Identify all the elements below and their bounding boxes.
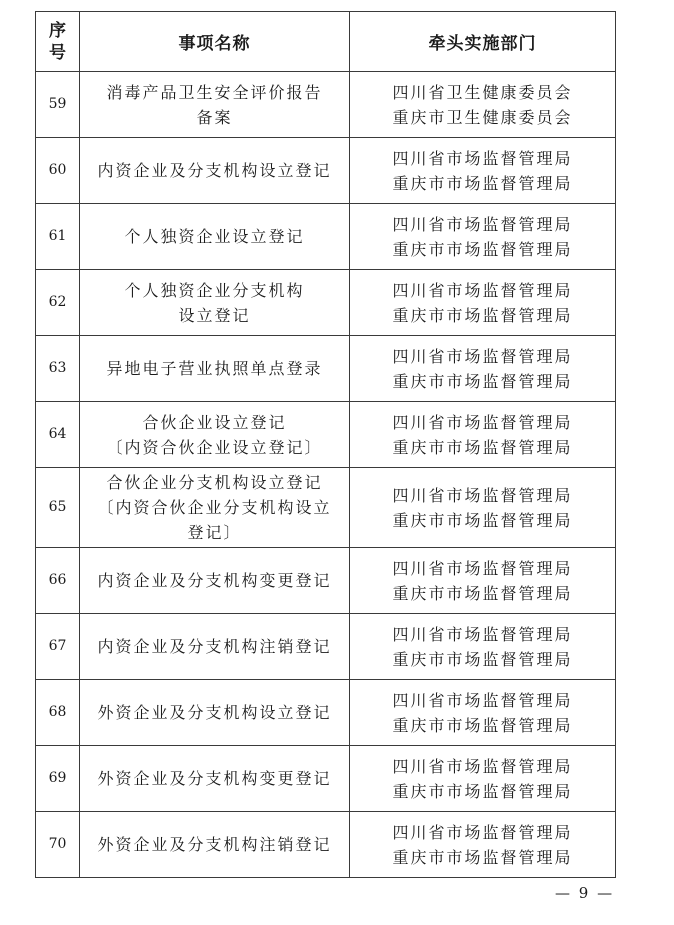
- table-header-row: [36, 12, 616, 72]
- serial-number-cell: 66: [36, 548, 80, 614]
- lead-department-line: 重庆市市场监督管理局: [392, 437, 573, 457]
- lead-department-line: 四川省市场监督管理局: [392, 756, 573, 776]
- item-name-line: 合伙企业分支机构设立登记: [106, 473, 323, 492]
- lead-department-line: 四川省市场监督管理局: [392, 485, 573, 505]
- lead-department-cell: [350, 72, 616, 138]
- items-table: [35, 11, 616, 878]
- header-lead-department: 牵头实施部门: [350, 12, 616, 72]
- item-name-line: 〔内资合伙企业设立登记〕: [106, 437, 323, 457]
- item-name-line: 登记〕: [187, 523, 242, 542]
- lead-department-line: 重庆市市场监督管理局: [392, 305, 573, 325]
- lead-department-cell: [350, 746, 616, 812]
- serial-number-cell: 61: [36, 204, 80, 270]
- lead-department-cell: [350, 336, 616, 402]
- item-name-cell: [80, 72, 350, 138]
- table-row: [36, 548, 616, 614]
- serial-number-cell: 64: [36, 402, 80, 468]
- lead-department-line: 四川省市场监督管理局: [392, 214, 573, 234]
- item-name-line: 外资企业及分支机构设立登记: [97, 703, 332, 722]
- lead-department-line: 重庆市市场监督管理局: [392, 715, 573, 735]
- lead-department-line: 四川省市场监督管理局: [392, 624, 573, 644]
- lead-department-line: 重庆市市场监督管理局: [392, 583, 573, 603]
- lead-department-line: 重庆市市场监督管理局: [392, 371, 573, 391]
- table-row: [36, 812, 616, 878]
- table-row: [36, 204, 616, 270]
- lead-department-line: 重庆市市场监督管理局: [392, 239, 573, 259]
- serial-number-cell: 62: [36, 270, 80, 336]
- item-name-cell: [80, 138, 350, 204]
- lead-department-line: 四川省市场监督管理局: [392, 822, 573, 842]
- item-name-line: 〔内资合伙企业分支机构设立: [97, 498, 332, 517]
- lead-department-line: 四川省市场监督管理局: [392, 412, 573, 432]
- lead-department-cell: [350, 614, 616, 680]
- item-name-line: 外资企业及分支机构变更登记: [97, 769, 332, 788]
- item-name-cell: [80, 270, 350, 336]
- item-name-cell: [80, 614, 350, 680]
- serial-number-cell: 63: [36, 336, 80, 402]
- table-row: [36, 402, 616, 468]
- item-name-line: 内资企业及分支机构注销登记: [97, 637, 332, 656]
- lead-department-line: 重庆市市场监督管理局: [392, 847, 573, 867]
- item-name-line: 内资企业及分支机构变更登记: [97, 571, 332, 590]
- serial-number-cell: 68: [36, 680, 80, 746]
- item-name-line: 备案: [196, 107, 233, 127]
- lead-department-line: 四川省市场监督管理局: [392, 558, 573, 578]
- lead-department-cell: [350, 468, 616, 548]
- table-row: [36, 746, 616, 812]
- serial-number-cell: 67: [36, 614, 80, 680]
- lead-department-line: 四川省市场监督管理局: [392, 690, 573, 710]
- item-name-line: 个人独资企业分支机构: [124, 280, 305, 300]
- lead-department-cell: [350, 548, 616, 614]
- table-row: [36, 614, 616, 680]
- item-name-cell: [80, 204, 350, 270]
- serial-number-cell: 59: [36, 72, 80, 138]
- lead-department-cell: [350, 812, 616, 878]
- item-name-line: 消毒产品卫生安全评价报告: [106, 82, 323, 102]
- item-name-line: 异地电子营业执照单点登录: [106, 359, 323, 378]
- item-name-cell: [80, 746, 350, 812]
- item-name-line: 外资企业及分支机构注销登记: [97, 835, 332, 854]
- lead-department-line: 四川省卫生健康委员会: [392, 82, 573, 102]
- serial-number-cell: 69: [36, 746, 80, 812]
- page-number: — 9 —: [555, 884, 615, 902]
- serial-number-cell: 65: [36, 468, 80, 548]
- header-serial-number: [36, 12, 80, 72]
- lead-department-line: 四川省市场监督管理局: [392, 346, 573, 366]
- lead-department-line: 四川省市场监督管理局: [392, 280, 573, 300]
- table-row: [36, 138, 616, 204]
- lead-department-line: 重庆市市场监督管理局: [392, 510, 573, 530]
- lead-department-cell: [350, 138, 616, 204]
- header-item-name: 事项名称: [80, 12, 350, 72]
- lead-department-cell: [350, 402, 616, 468]
- serial-number-cell: 60: [36, 138, 80, 204]
- table-row: [36, 680, 616, 746]
- lead-department-cell: [350, 680, 616, 746]
- lead-department-line: 重庆市市场监督管理局: [392, 649, 573, 669]
- item-name-line: 合伙企业设立登记: [142, 412, 287, 432]
- item-name-cell: [80, 336, 350, 402]
- lead-department-cell: [350, 270, 616, 336]
- item-name-cell: [80, 468, 350, 548]
- lead-department-line: 重庆市卫生健康委员会: [392, 107, 573, 127]
- item-name-line: 个人独资企业设立登记: [124, 227, 305, 246]
- header-serial-number-text: 序号: [49, 20, 67, 63]
- table-row: [36, 336, 616, 402]
- table-row: [36, 468, 616, 548]
- lead-department-line: 重庆市市场监督管理局: [392, 781, 573, 801]
- table-row: [36, 270, 616, 336]
- item-name-cell: [80, 680, 350, 746]
- table-row: [36, 72, 616, 138]
- lead-department-line: 四川省市场监督管理局: [392, 148, 573, 168]
- lead-department-line: 重庆市市场监督管理局: [392, 173, 573, 193]
- item-name-cell: [80, 402, 350, 468]
- item-name-line: 设立登记: [178, 305, 251, 325]
- lead-department-cell: [350, 204, 616, 270]
- item-name-line: 内资企业及分支机构设立登记: [97, 161, 332, 180]
- item-name-cell: [80, 548, 350, 614]
- table-body: [36, 72, 616, 878]
- serial-number-cell: 70: [36, 812, 80, 878]
- item-name-cell: [80, 812, 350, 878]
